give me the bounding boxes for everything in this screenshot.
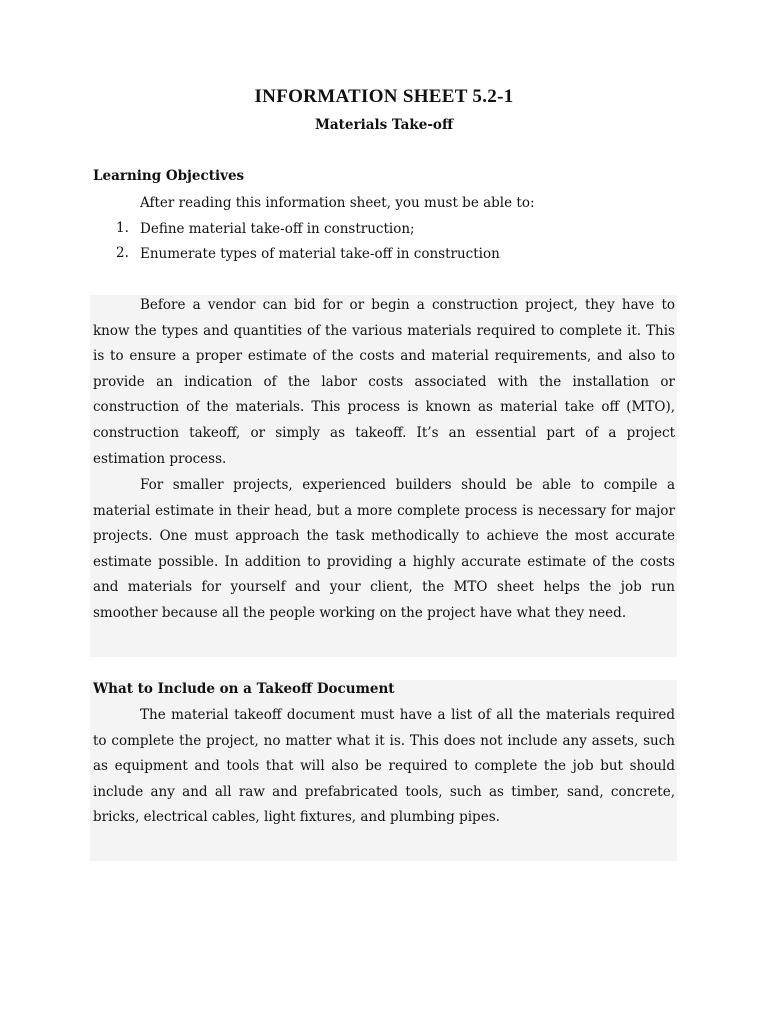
learning-objectives-heading: Learning Objectives xyxy=(93,168,245,184)
page-title: INFORMATION SHEET 5.2-1 xyxy=(254,86,514,107)
objective-item: Enumerate types of material take-off in construction xyxy=(140,246,500,262)
page-subtitle: Materials Take-off xyxy=(314,117,454,133)
objectives-intro: After reading this information sheet, you must be able to: xyxy=(140,195,535,211)
body-paragraph: For smaller projects, experienced builders should be able to compile a material estimate in their head, but a more complete process is necessary for major projects. One must approach the task methodically to achieve the most accurate estimate possible. In addition to providing a highly accurate estimate of the costs and materials for yourself and your client, the MTO sheet helps the job run smoother because all the people working on the project have what they need. xyxy=(93,477,675,621)
takeoff-heading: What to Include on a Takeoff Document xyxy=(93,681,395,697)
objective-number: 1. xyxy=(116,220,129,236)
objective-number: 2. xyxy=(116,245,129,261)
objective-item: Define material take-off in construction; xyxy=(140,221,415,237)
takeoff-paragraph: The material takeoff document must have a list of all the materials required to complete the project, no matter what it is. This does not include any assets, such as equipment and tools that will also be required to complete the job but should include any and all raw and prefabricated tools, such as timber, sand, concrete, bricks, electrical cables, light fixtures, and plumbing pipes. xyxy=(93,707,675,826)
body-paragraph: Before a vendor can bid for or begin a construction project, they have to know the types and quantities of the various materials required to complete it. This is to ensure a proper estimate of the costs and material requirements, and also to provide an indication of the labor costs associated with the installation or construction of the materials. This process is known as material take off (MTO), construction takeoff, or simply as takeoff. It’s an essential part of a project estimation process. xyxy=(93,297,675,467)
